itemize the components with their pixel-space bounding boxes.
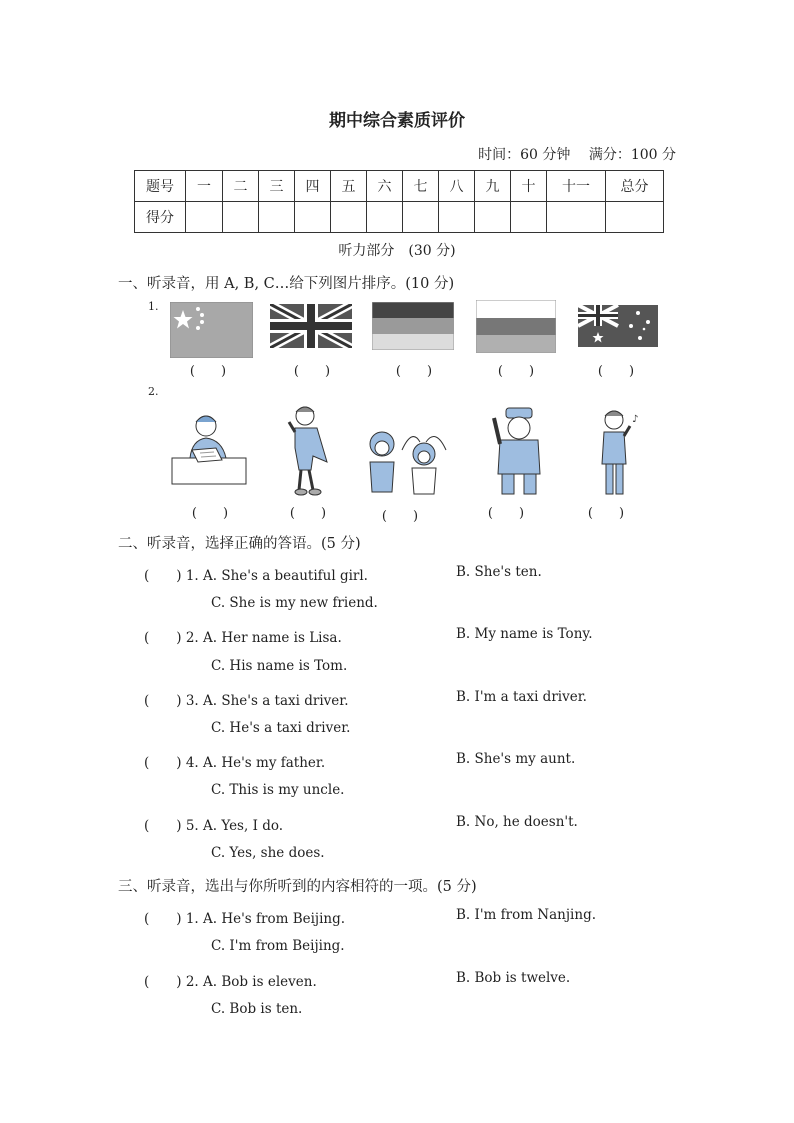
option-c: C. He's a taxi driver. xyxy=(211,720,351,736)
question-stem: ( ) 4. A. He's my father. xyxy=(144,755,326,771)
score-cell[interactable] xyxy=(367,202,403,233)
svg-text:♪: ♪ xyxy=(632,414,639,425)
option-b: B. Bob is twelve. xyxy=(456,970,571,986)
score-header-cell: 一 xyxy=(186,171,223,202)
score-cell[interactable] xyxy=(475,202,511,233)
option-c: C. This is my uncle. xyxy=(211,782,345,798)
answer-blank[interactable]: ( ) xyxy=(497,364,535,379)
option-b: B. She's my aunt. xyxy=(456,751,576,767)
answer-blank[interactable]: ( ) xyxy=(597,364,635,379)
score-row-label: 得分 xyxy=(135,202,186,233)
score-cell[interactable] xyxy=(547,202,606,233)
answer-blank[interactable]: ( ) xyxy=(381,509,419,524)
question-stem: ( ) 1. A. She's a beautiful girl. xyxy=(144,568,368,584)
man-with-glasses-picture xyxy=(283,404,333,496)
score-header-cell: 八 xyxy=(439,171,475,202)
option-c: C. His name is Tom. xyxy=(211,658,348,674)
option-c: C. I'm from Beijing. xyxy=(211,938,345,954)
student-writing-picture xyxy=(170,410,250,486)
uk-flag xyxy=(270,304,352,348)
china-flag xyxy=(170,302,253,358)
section3-heading: 三、听录音，选出与你所听到的内容相符的一项。(5 分) xyxy=(118,879,477,895)
score-table-header-row xyxy=(135,171,664,202)
question-stem: ( ) 2. A. Her name is Lisa. xyxy=(144,630,342,646)
score-cell[interactable] xyxy=(403,202,439,233)
score-cell[interactable] xyxy=(223,202,259,233)
score-header-cell: 九 xyxy=(475,171,511,202)
option-b: B. I'm from Nanjing. xyxy=(456,907,596,923)
score-header-cell: 三 xyxy=(259,171,295,202)
answer-blank[interactable]: ( ) xyxy=(487,506,525,521)
singer-picture xyxy=(596,408,644,500)
score-header-cell: 十一 xyxy=(547,171,606,202)
answer-blank[interactable]: ( ) xyxy=(189,364,227,379)
question-stem: ( ) 5. A. Yes, I do. xyxy=(144,818,284,834)
score-header-cell: 七 xyxy=(403,171,439,202)
question-stem: ( ) 3. A. She's a taxi driver. xyxy=(144,693,349,709)
item-number-2: 2. xyxy=(148,385,159,398)
score-header-cell: 五 xyxy=(331,171,367,202)
answer-blank[interactable]: ( ) xyxy=(293,364,331,379)
answer-blank[interactable]: ( ) xyxy=(587,506,625,521)
score-cell[interactable] xyxy=(295,202,331,233)
score-cell[interactable] xyxy=(439,202,475,233)
page-title: 期中综合素质评价 xyxy=(329,111,465,131)
score-cell[interactable] xyxy=(606,202,664,233)
question-stem: ( ) 2. A. Bob is eleven. xyxy=(144,974,317,990)
option-c: C. Bob is ten. xyxy=(211,1001,303,1017)
score-cell[interactable] xyxy=(331,202,367,233)
score-header-cell: 题号 xyxy=(135,171,186,202)
police-officer-picture xyxy=(488,404,550,498)
section2-heading: 二、听录音，选择正确的答语。(5 分) xyxy=(118,536,361,552)
answer-blank[interactable]: ( ) xyxy=(191,506,229,521)
option-b: B. She's ten. xyxy=(456,564,542,580)
exam-meta xyxy=(464,144,676,164)
score-header-cell: 十 xyxy=(511,171,547,202)
option-b: B. No, he doesn't. xyxy=(456,814,578,830)
score-table-score-row xyxy=(135,202,664,233)
option-c: C. She is my new friend. xyxy=(211,595,378,611)
russia-flag xyxy=(476,300,556,353)
score-table xyxy=(134,170,664,233)
australia-flag xyxy=(578,305,658,347)
section1-heading: 一、听录音，用 A, B, C…给下列图片排序。(10 分) xyxy=(118,276,455,292)
opera-performers-picture xyxy=(362,428,464,498)
score-cell[interactable] xyxy=(259,202,295,233)
score-header-cell: 六 xyxy=(367,171,403,202)
score-header-cell: 二 xyxy=(223,171,259,202)
item-number-1: 1. xyxy=(148,300,159,313)
option-c: C. Yes, she does. xyxy=(211,845,325,861)
question-stem: ( ) 1. A. He's from Beijing. xyxy=(144,911,346,927)
answer-blank[interactable]: ( ) xyxy=(395,364,433,379)
option-b: B. I'm a taxi driver. xyxy=(456,689,587,705)
listening-header: 听力部分 (30 分) xyxy=(338,243,456,259)
score-header-cell: 四 xyxy=(295,171,331,202)
answer-blank[interactable]: ( ) xyxy=(289,506,327,521)
time-limit: 时间：60 分钟 xyxy=(478,147,571,163)
score-cell[interactable] xyxy=(511,202,547,233)
score-cell[interactable] xyxy=(186,202,223,233)
full-score: 满分：100 分 xyxy=(588,147,676,163)
germany-flag xyxy=(372,302,454,350)
option-b: B. My name is Tony. xyxy=(456,626,593,642)
score-header-cell: 总分 xyxy=(606,171,664,202)
